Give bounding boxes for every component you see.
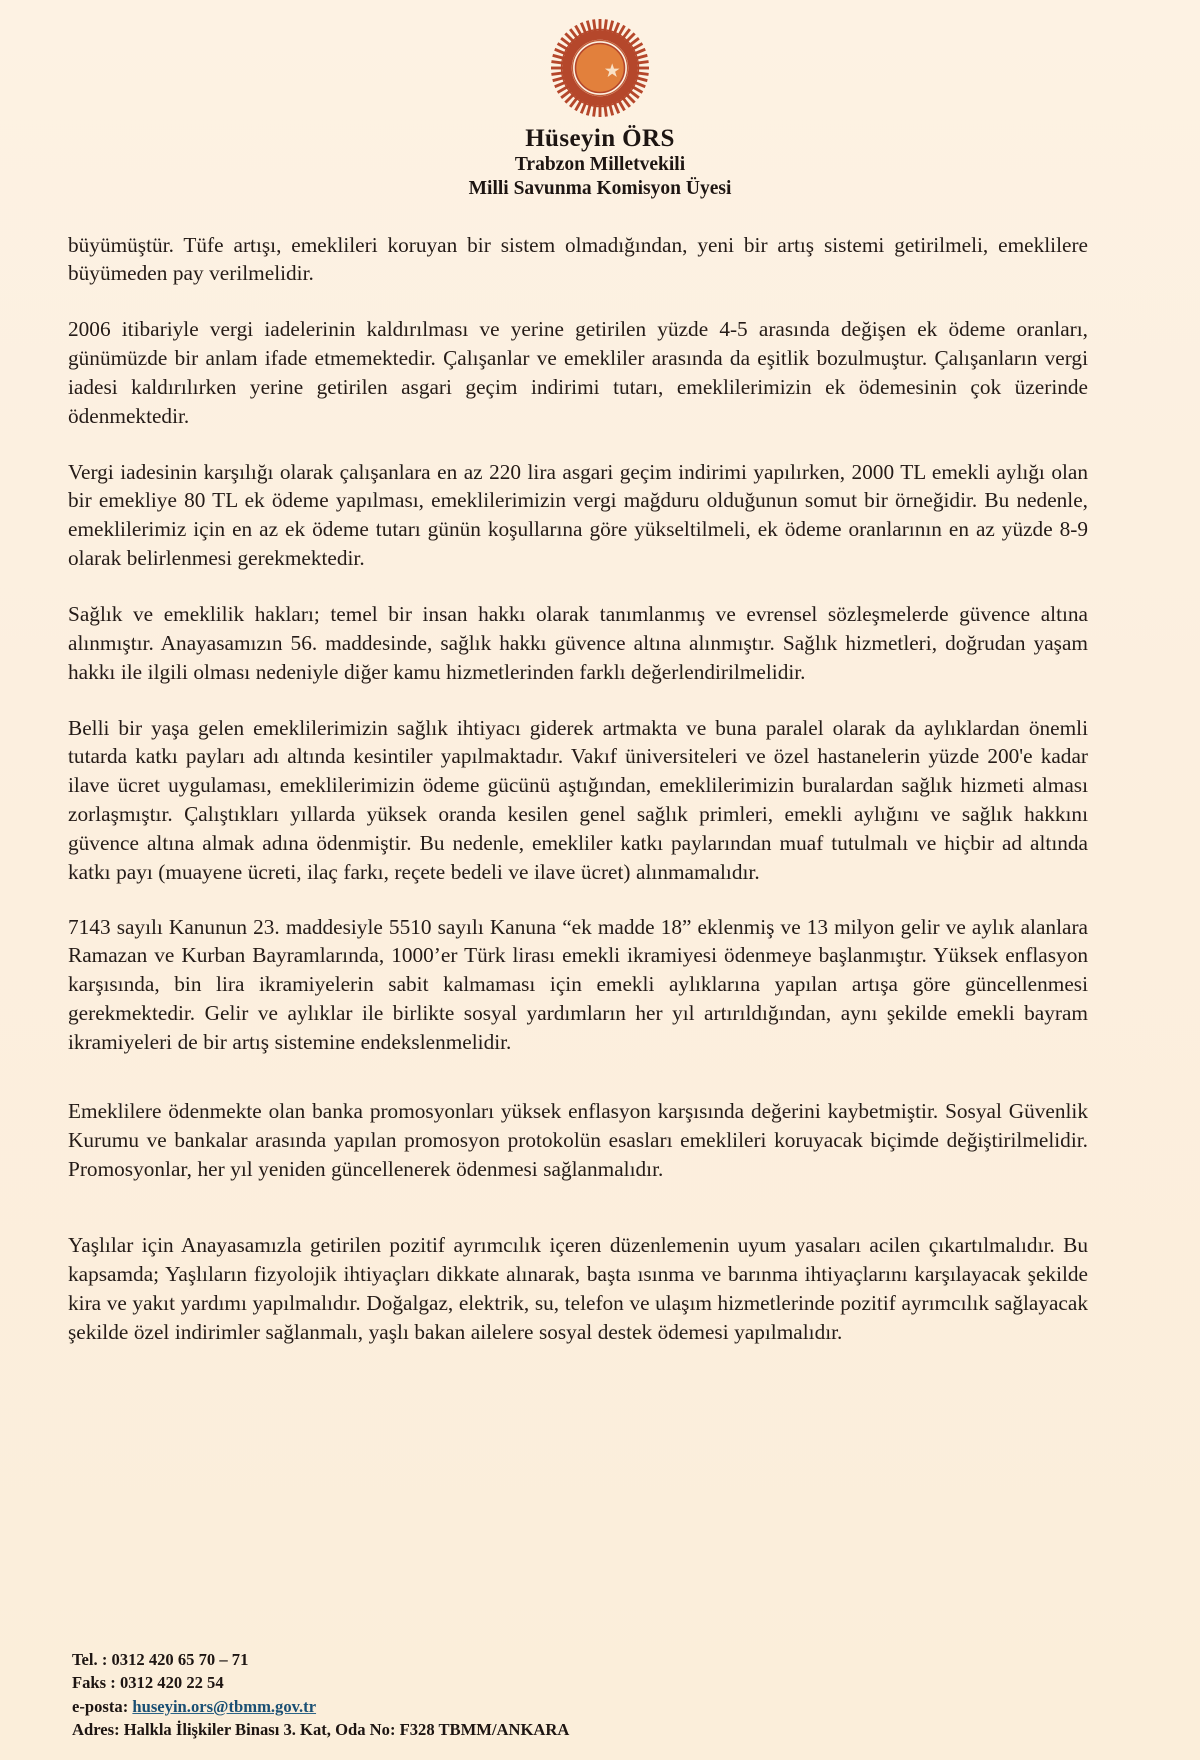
tbmm-sun-emblem-icon bbox=[537, 16, 663, 120]
contact-footer bbox=[72, 1648, 569, 1742]
letterhead-header bbox=[0, 0, 1200, 201]
paragraph: büyümüştür. Tüfe artışı, emeklileri koruyan bir sistem olmadığından, yeni bir artış sistemi getirilmeli, emeklilere büyümeden pay verilmelidir. bbox=[68, 232, 1088, 286]
paragraph: Yaşlılar için Anayasamızla getirilen pozitif ayrımcılık içeren düzenlemenin uyum yasaları acilen çıkartılmalıdır. Bu kapsamda; Yaşlıların fizyolojik ihtiyaçları dikkate alınarak, başta ısınma ve barınma ihtiyaçlarını karşılayacak şekilde kira ve yakıt yardımı yapılmalıdır. Doğalgaz, elektrik, su, telefon ve ulaşım hizmetlerinde pozitif ayrımcılık sağlayacak şekilde özel indirimler sağlanmalı, yaşlı bakan ailelere sosyal destek ödemesi yapılmalıdır. bbox=[68, 1233, 1088, 1344]
paragraph: Belli bir yaşa gelen emeklilerimizin sağlık ihtiyacı giderek artmakta ve buna paralel olarak da aylıklardan önemli tutarda katkı payları adı altında kesintiler yapılmaktadır. Vakıf üniversiteleri ve özel hastanelerin yüzde 200'e kadar ilave ücret uygulaması, emeklilerimizin ödeme gücünü aştığından, emeklilerimizin buralardan sağlık hizmeti alması zorlaşmıştır. Çalıştıkları yıllarda yüksek oranda kesilen genel sağlık primleri, emekli aylığını ve sağlık hakkını güvence altına almak adına ödenmiştir. Bu nedenle, emekliler katkı paylarından muaf tutulmalı ve hiçbir ad altında katkı payı (muayene ücreti, ilaç farkı, reçete bedeli ve ilave ücret) alınmamalıdır. bbox=[68, 715, 1088, 884]
paragraph: Vergi iadesinin karşılığı olarak çalışanlara en az 220 lira asgari geçim indirimi yapılırken, 2000 TL emekli aylığı olan bir emekliye 80 TL ek ödeme yapılması, emeklilerimizin vergi mağduru olduğunun somut bir örneğidir. Bu nedenle, emeklilerimiz için en az ek ödeme tutarı günün koşullarına göre yükseltilmeli, ek ödeme oranlarının en az yüzde 8-9 olarak belirlenmesi gerekmektedir. bbox=[68, 459, 1088, 571]
document-body bbox=[0, 201, 1200, 1347]
footer-email-link[interactable]: huseyin.ors@tbmm.gov.tr bbox=[132, 1696, 317, 1716]
paragraph: 2006 itibariyle vergi iadelerinin kaldırılması ve yerine getirilen yüzde 4-5 arasında değişen ek ödeme oranları, günümüzde bir anlam ifade etmemektedir. Çalışanlar ve emekliler arasında da eşitlik bozulmuştur. Çalışanların vergi iadesi kaldırılırken yerine getirilen asgari geçim indirimi tutarı, emeklilerimizin ek ödemesinin çok üzerinde ödenmektedir. bbox=[68, 317, 1088, 428]
footer-fax: Faks : 0312 420 22 54 bbox=[72, 1673, 224, 1693]
mp-constituency: Trabzon Milletvekili bbox=[514, 154, 686, 175]
paragraph: 7143 sayılı Kanunun 23. maddesiyle 5510 sayılı Kanuna “ek madde 18” eklenmiş ve 13 milyon gelir ve aylık alanlara Ramazan ve Kurban Bayramlarında, 1000’er Türk lirası emekli ikramiyesi ödenmeye başlanmıştır. Yüksek enflasyon karşısında, bin lira ikramiyelerin sabit kalmaması için emekli aylıklarına yapılan artışa göre güncellenmesi gerekmektedir. Gelir ve aylıklar ile birlikte sosyal yardımların her yıl artırıldığından, aynı şekilde emekli bayram ikramiyeleri de bir artış sistemine endekslenmelidir. bbox=[68, 914, 1088, 1054]
paragraph: Sağlık ve emeklilik hakları; temel bir insan hakkı olarak tanımlanmış ve evrensel sözleşmelerde güvence altına alınmıştır. Anayasamızın 56. maddesinde, sağlık hakkı güvence altına alınmıştır. Sağlık hizmetleri, doğrudan yaşam hakkı ile ilgili olması nedeniyle diğer kamu hizmetlerinden farklı değerlendirilmelidir. bbox=[68, 602, 1088, 684]
footer-email-label: e-posta: bbox=[72, 1696, 133, 1716]
mp-committee: Milli Savunma Komisyon Üyesi bbox=[468, 177, 732, 199]
footer-telephone: Tel. : 0312 420 65 70 – 71 bbox=[72, 1649, 249, 1669]
footer-email-row bbox=[72, 1695, 569, 1719]
footer-address: Adres: Halkla İlişkiler Binası 3. Kat, Oda No: F328 TBMM/ANKARA bbox=[72, 1720, 570, 1740]
paragraph: Emeklilere ödenmekte olan banka promosyonları yüksek enflasyon karşısında değerini kaybetmiştir. Sosyal Güvenlik Kurumu ve bankalar arasında yapılan promosyon protokolün esasları emeklileri koruyacak biçimde değiştirilmelidir. Promosyonlar, her yıl yeniden güncellenerek ödenmesi sağlanmalıdır. bbox=[68, 1098, 1088, 1181]
page-title: Hüseyin ÖRS bbox=[525, 125, 675, 152]
